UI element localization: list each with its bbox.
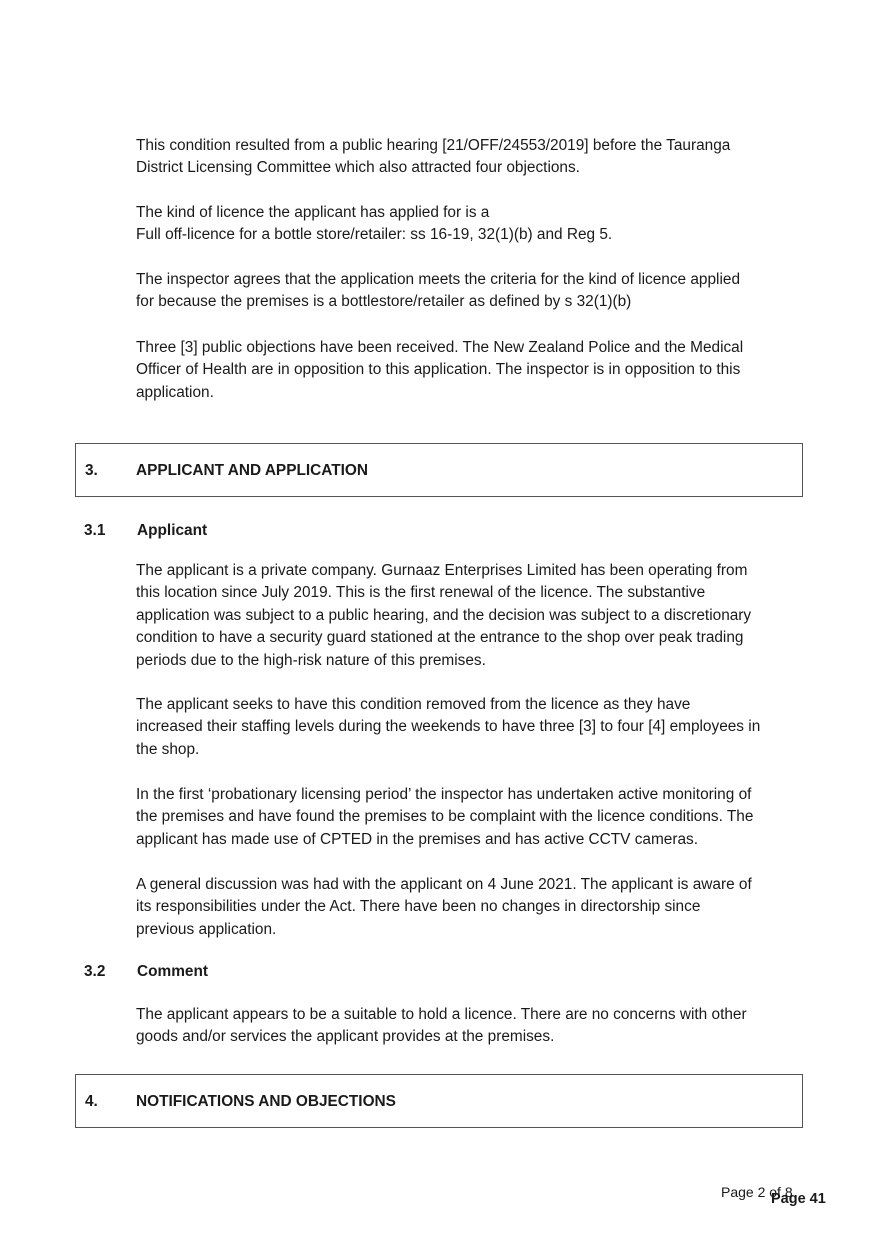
text-line: The kind of licence the applicant has applied for is a bbox=[136, 204, 490, 221]
text-line: its responsibilities under the Act. There have been no changes in directorship since bbox=[136, 898, 701, 916]
text-line: In the first ‘probationary licensing period’ the inspector has undertaken active monitoring of bbox=[136, 786, 752, 803]
subsection-number: 3.1 bbox=[84, 522, 106, 539]
text-line: periods due to the high-risk nature of this premises. bbox=[136, 651, 486, 669]
text-line: This condition resulted from a public hearing [21/OFF/24553/2019] before the Tauranga bbox=[136, 137, 731, 154]
text-line: Three [3] public objections have been received. The New Zealand Police and the Medical bbox=[136, 339, 744, 356]
intro-paragraph-3 bbox=[136, 269, 806, 314]
intro-paragraph-2 bbox=[136, 202, 806, 247]
text-line: this location since July 2019. This is the first renewal of the licence. The substantive bbox=[136, 584, 706, 602]
section-title: APPLICANT AND APPLICATION bbox=[136, 462, 368, 479]
text-line: the premises and have found the premises to be complaint with the licence conditions. The bbox=[136, 808, 754, 826]
text-line: Officer of Health are in opposition to this application. The inspector is in opposition to this bbox=[136, 361, 741, 379]
text-line: increased their staffing levels during the weekends to have three [3] to four [4] employees in bbox=[136, 718, 761, 736]
text-line: The applicant seeks to have this condition removed from the licence as they have bbox=[136, 696, 691, 713]
text-line: The applicant is a private company. Gurnaaz Enterprises Limited has been operating from bbox=[136, 562, 748, 579]
text-line: The applicant appears to be a suitable to hold a licence. There are no concerns with other bbox=[136, 1006, 747, 1023]
applicant-paragraph-3 bbox=[136, 784, 806, 851]
section-title: NOTIFICATIONS AND OBJECTIONS bbox=[136, 1093, 396, 1110]
text-line: previous application. bbox=[136, 920, 277, 938]
text-line: the shop. bbox=[136, 740, 200, 758]
section-number: 3. bbox=[85, 462, 98, 479]
text-line: District Licensing Committee which also attracted four objections. bbox=[136, 159, 580, 177]
text-line: application was subject to a public hearing, and the decision was subject to a discretionary bbox=[136, 606, 752, 624]
applicant-paragraph-1 bbox=[136, 560, 806, 672]
text-line: A general discussion was had with the applicant on 4 June 2021. The applicant is aware of bbox=[136, 876, 752, 893]
page-number: Page 2 of 8 bbox=[721, 1184, 793, 1200]
comment-paragraph bbox=[136, 1004, 806, 1049]
subsection-title: Applicant bbox=[137, 522, 208, 539]
text-line: for because the premises is a bottlestore/retailer as defined by s 32(1)(b) bbox=[136, 293, 632, 311]
subsection-title: Comment bbox=[137, 963, 208, 980]
section-3-heading bbox=[75, 443, 803, 497]
text-line: application. bbox=[136, 383, 214, 401]
page-stamp: Page 41 bbox=[771, 1191, 826, 1207]
intro-paragraph-4 bbox=[136, 337, 806, 404]
applicant-paragraph-4 bbox=[136, 874, 806, 941]
text-line: Full off-licence for a bottle store/retailer: ss 16-19, 32(1)(b) and Reg 5. bbox=[136, 226, 613, 244]
text-line: condition to have a security guard stationed at the entrance to the shop over peak trading bbox=[136, 629, 744, 647]
intro-paragraph-1 bbox=[136, 135, 806, 180]
section-4-heading bbox=[75, 1074, 803, 1128]
section-number: 4. bbox=[85, 1093, 98, 1110]
text-line: The inspector agrees that the application meets the criteria for the kind of licence applied bbox=[136, 271, 740, 288]
text-line: applicant has made use of CPTED in the premises and has active CCTV cameras. bbox=[136, 830, 699, 848]
subsection-number: 3.2 bbox=[84, 963, 106, 980]
text-line: goods and/or services the applicant provides at the premises. bbox=[136, 1028, 555, 1046]
applicant-paragraph-2 bbox=[136, 694, 806, 761]
